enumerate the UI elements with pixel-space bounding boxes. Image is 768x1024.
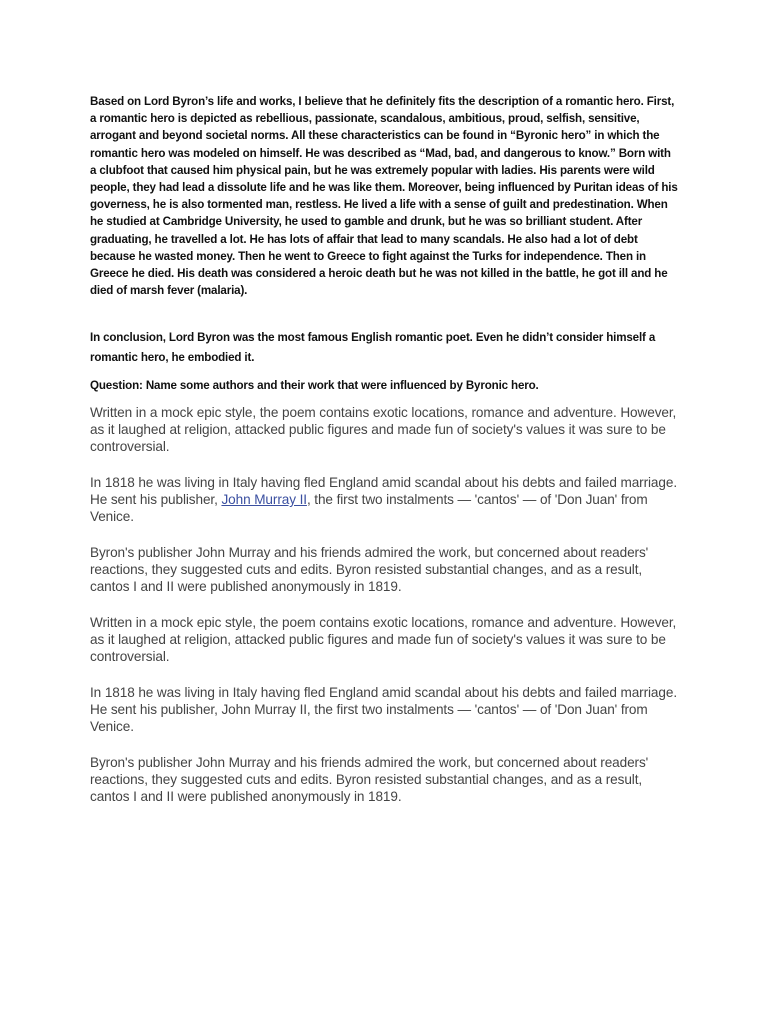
excerpt-publisher-paragraph: Byron's publisher John Murray and his friends admired the work, but concerned about readers' reactions, they suggested cuts and edits. Byron resisted substantial changes, and as a result, cantos I and II were published anonymously in 1819. [90, 545, 649, 595]
excerpt-publisher-paragraph-repeat: Byron's publisher John Murray and his friends admired the work, but concerned about readers' reactions, they suggested cuts and edits. Byron resisted substantial changes, and as a result, cantos I and II were published anonymously in 1819. [90, 755, 649, 805]
excerpt-italy-text-after-link: , the first two instalments — 'cantos' — of 'Don Juan' from Venice. [90, 492, 648, 525]
conclusion-paragraph: In conclusion, Lord Byron was the most famous English romantic poet. Even he didn’t consider himself a romantic hero, he embodied it. [90, 331, 656, 364]
excerpt-italy-paragraph-with-link [90, 474, 680, 525]
question-paragraph: Question: Name some authors and their work that were influenced by Byronic hero. [90, 379, 539, 392]
excerpt-mock-epic-paragraph: Written in a mock epic style, the poem contains exotic locations, romance and adventure. However, as it laughed at religion, attacked public figures and made fun of society's values it was sure to be controversial. [90, 405, 677, 455]
excerpt-italy-text-before-link: In 1818 he was living in Italy having fled England amid scandal about his debts and failed marriage. He sent his publisher, [90, 475, 677, 508]
john-murray-link[interactable]: John Murray II [221, 492, 307, 508]
excerpt-italy-paragraph-repeat: In 1818 he was living in Italy having fled England amid scandal about his debts and failed marriage. He sent his publisher, John Murray II, the first two instalments — 'cantos' — of 'Don Juan' from Venice. [90, 685, 677, 735]
excerpt-mock-epic-paragraph-repeat: Written in a mock epic style, the poem contains exotic locations, romance and adventure. However, as it laughed at religion, attacked public figures and made fun of society's values it was sure to be controversial. [90, 615, 677, 665]
byron-romantic-hero-paragraph: Based on Lord Byron’s life and works, I believe that he definitely fits the description of a romantic hero. First, a romantic hero is depicted as rebellious, passionate, scandalous, ambitious, proud, selfish, sensitive, arrogant and beyond societal norms. All these characteristics can be found in “Byronic hero” in which the romantic hero was modeled on himself. He was described as “Mad, bad, and dangerous to know.” Born with a clubfoot that caused him physical pain, but he was extremely popular with ladies. His parents were wild people, they had lead a dissolute life and he was like them. Moreover, being influenced by Puritan ideas of his governess, he is also tormented man, restless. He lived a life with a sense of guilt and predestination. When he studied at Cambridge University, he used to gamble and drunk, but he was so brilliant student. After graduating, he travelled a lot. He has lots of affair that lead to many scandals. He also had a lot of debt because he wasted money. Then he went to Greece to fight against the Turks for independence. Then in Greece he died. His death was considered a heroic death but he was not killed in the battle, he got ill and he died of marsh fever (malaria). [90, 95, 678, 298]
